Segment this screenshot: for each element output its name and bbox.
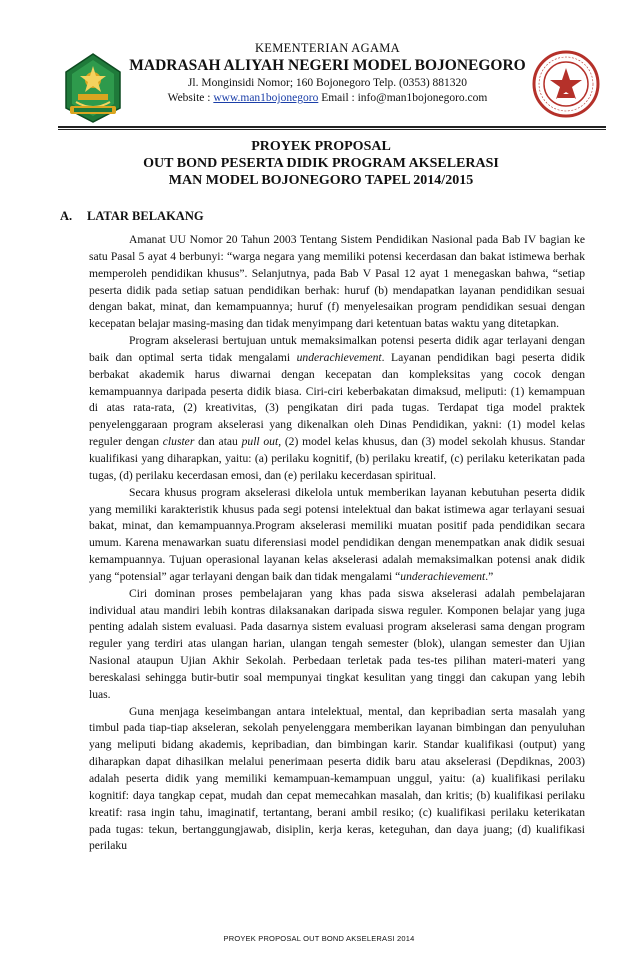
letterhead [0,40,638,120]
p2-text-c: dan atau [194,435,242,449]
email-text: Email : info@man1bojonegoro.com [321,92,488,104]
p2-text-a: Program akselerasi bertujuan untuk memaksimalkan potensi peserta didik agar terlayani dengan baik dan optimal serta tidak mengalami [89,334,585,364]
letterhead-text [120,40,535,106]
paragraph-4: Ciri dominan proses pembelajaran yang khas pada siswa akselerasi adalah pembelajaran individual atau mandiri lebih kontras dilaksanakan daripada siswa reguler. Komponen belajar yang juga penting adalah sistem evaluasi. Pada dasarnya sistem evaluasi program akselerasi sama dengan program reguler yang terdiri atas ulangan harian, ulangan tengah semester (blok), ulangan semester dan Ujian Nasional ataupun Ujian Akhir Sekolah. Perbedaan terletak pada tes-tes pilihan materi-materi yang bereskalasi sehingga butir-butir soal mempunyai tingkat kesulitan yang tinggi dan cakupan yang lebih luas. [89,586,585,701]
paragraph-2 [89,333,585,485]
p3-italic-term: underachievement [400,569,486,583]
school-seal-icon [532,50,600,118]
paragraph-1: Amanat UU Nomor 20 Tahun 2003 Tentang Sistem Pendidikan Nasional pada Bab IV bagian ke satu Pasal 5 ayat 4 berbunyi: “warga negara yang memiliki potensi kecerdasan dan bakat istimewa berhak memperoleh pendidikan khusus”. Selanjutnya, pada Bab V Pasal 12 ayat 1 menegaskan bahwa, “setiap peserta didik pada setiap satuan pendidikan berhak: huruf (b) mendapatkan layanan pendidikan sesuai dengan bakat, minat, dan kemampuannya; huruf (f) menyelesaikan program pendidikan sesuai dengan kecepatan belajar masing-masing dan tidak menyimpang dari ketentuan batas waktu yang ditetapkan. [89,233,585,331]
p3-text-a: Secara khusus program akselerasi dikelola untuk memberikan layanan kebutuhan peserta didik yang memiliki karakteristik khusus pada segi potensi intelektual dan bakat istimewa agar terlayani sesuai bakat, minat, dan kemampuannya.Program akselerasi memiliki muatan positif pada pendidikan secara umum. Karena menawarkan suatu diferensiasi model pendidikan dengan menempatkan anak didik sesuai kemampuannya. Tujuan operasional layanan kelas akselerasi adalah memaksimalkan potensi anak didik yang “potensial” agar terlayani dengan baik dan tidak mengalami “ [89,485,585,583]
letterhead-divider-thin [58,129,606,130]
website-label: Website : [167,92,211,104]
section-heading [60,209,204,224]
school-address: Jl. Monginsidi Nomor; 160 Bojonegoro Telp. (0353) 881320 [187,77,468,89]
letterhead-divider [58,126,606,128]
section-number: A. [60,209,73,223]
p2-text-d: , (2) model kelas khusus, dan (3) model sekolah khusus. Standar kualifikasi yang diharapkan, yaitu: (a) perilaku kognitif, (b) perilaku kreatif, (c) perilaku keterikatan pada tugas, (d) perilaku kecerdasan emosi, dan (e) perilaku kecerdasan spiritual. [89,435,586,482]
paragraph-3 [89,485,585,586]
p3-text-b: .” [485,569,494,583]
contact-line [120,91,535,106]
page-footer: PROYEK PROPOSAL OUT BOND AKSELERASI 2014 [223,934,415,943]
website-link[interactable]: www.man1bojonegoro [213,92,319,104]
p2-text-b: . Layanan pendidikan bagi peserta didik berbakat akademik harus diwarnai dengan kecepatan dan kompleksitas yang cocok dengan kemampuannya daripada peserta didik biasa. Ciri-ciri keberbakatan dimaksud, meliputi: (1) kemampuan di atas rata-rata, (2) kreativitas, (3) pengikatan diri pada tugas. Terdapat tiga model praktek penyelenggaraan program akselerasi yang dikenalkan oleh Dinas Pendidikan, yakni: (1) model kelas reguler dengan [89,350,585,449]
ministry-logo-icon [62,52,124,124]
ministry-name: KEMENTERIAN AGAMA [254,41,401,55]
p2-italic-term: underachievement [296,350,382,364]
title-line-2: OUT BOND PESERTA DIDIK PROGRAM AKSELERASI [143,156,499,171]
school-name: MADRASAH ALIYAH NEGERI MODEL BOJONEGORO [129,57,526,74]
document-title [60,138,582,189]
title-line-3: MAN MODEL BOJONEGORO TAPEL 2014/2015 [168,173,474,188]
p2-italic-pullout: pull out [241,435,279,449]
section-title: LATAR BELAKANG [87,209,204,223]
p2-italic-cluster: cluster [162,435,195,449]
title-line-1: PROYEK PROPOSAL [251,139,391,154]
paragraph-5: Guna menjaga keseimbangan antara intelektual, mental, dan kepribadian serta masalah yang timbul pada tiap-tiap akseleran, sekolah penyelenggara memberikan layanan bimbingan dan penyuluhan yang meliputi bidang akademis, kepribadian, dan bimbingan karir. Standar kualifikasi (output) yang diharapkan dapat dihasilkan melalui penerimaan peserta didik baru atau akselerasi (Depdiknas, 2003) adalah peserta didik yang memiliki kemampuan-kemampuan unggul, yaitu: (a) kualifikasi perilaku kognitif: daya tangkap cepat, mudah dan cepat memecahkan masalah, dan kritis; (b) kualifikasi perilaku kreatif: rasa ingin tahu, imaginatif, tertantang, berani ambil resiko; (c) kualifikasi perilaku keterikatan pada tugas: tekun, bertanggungjawab, disiplin, kerja keras, keteguhan, dan daya juang; (d) kualifikasi perilaku [89,704,585,853]
document-body [89,232,585,855]
